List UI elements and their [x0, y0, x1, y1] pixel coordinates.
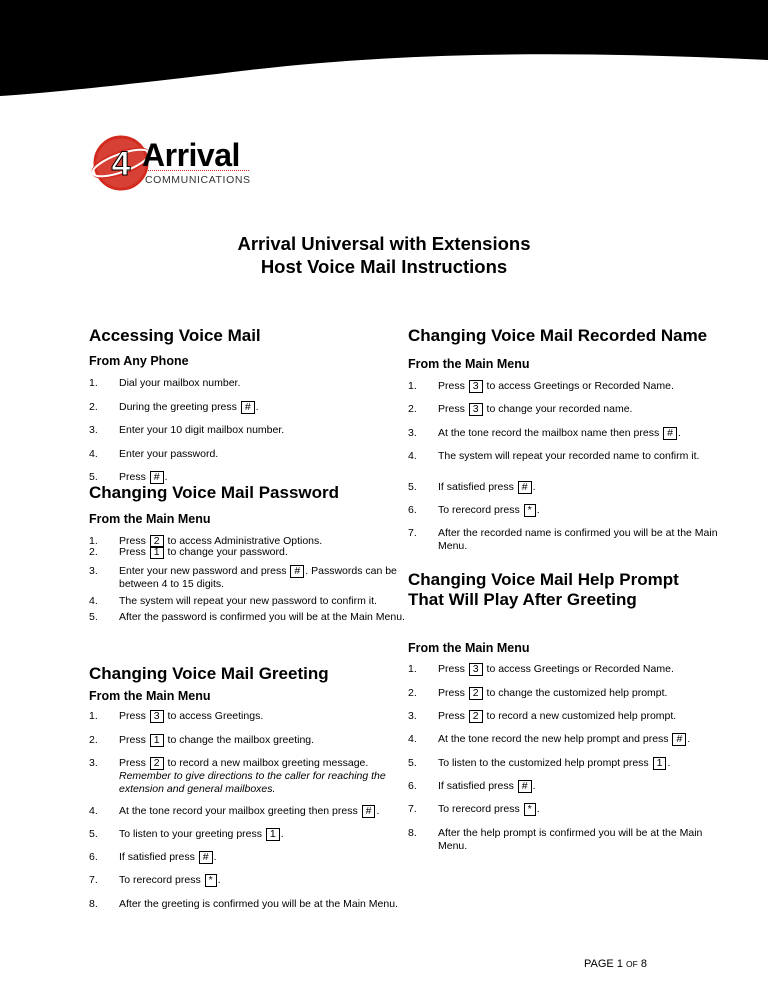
step-number: 1. [408, 380, 417, 392]
step-number: 5. [408, 757, 417, 769]
subheading-help: From the Main Menu [408, 641, 530, 655]
subheading-greeting: From the Main Menu [89, 689, 211, 703]
step-number: 3. [89, 424, 98, 436]
step-text [438, 663, 728, 676]
keypad-key: # [663, 427, 677, 440]
keypad-key: # [672, 733, 686, 746]
step-number: 3. [89, 757, 98, 769]
step-text-before-key: If satisfied press [438, 481, 517, 493]
heading-help-line2: That Will Play After Greeting [408, 590, 637, 609]
step-number: 2. [408, 403, 417, 415]
step-text-after-key: . Passwords can be between 4 to 15 digits. [119, 565, 397, 590]
keypad-key: 1 [150, 546, 164, 559]
step-text-after-key: to record a new customized help prompt. [483, 710, 677, 722]
keypad-key: # [518, 780, 532, 793]
step-text-after-key: to change the mailbox greeting. [164, 734, 315, 746]
step-number: 4. [408, 450, 417, 462]
step-text-before-key: At the tone record the new help prompt and press [438, 733, 672, 745]
step-number: 2. [89, 401, 98, 413]
subheading-name: From the Main Menu [408, 357, 530, 371]
section-heading-greeting: Changing Voice Mail Greeting [89, 664, 329, 683]
step-text [119, 874, 409, 887]
step-number: 6. [408, 504, 417, 516]
header-banner [0, 0, 768, 110]
keypad-key: 2 [469, 687, 483, 700]
step-text [119, 565, 409, 591]
step-text [438, 827, 728, 852]
step-text [119, 805, 409, 818]
keypad-key: 3 [469, 403, 483, 416]
step-text-before-key: Press [438, 710, 468, 722]
step-number: 1. [89, 535, 98, 547]
keypad-key: * [524, 803, 536, 816]
step-text-before-key: Press [438, 687, 468, 699]
step-text-before-key: At the tone record your mailbox greeting then press [119, 805, 361, 817]
step-text-after-key: . [532, 780, 536, 792]
heading-help-line1: Changing Voice Mail Help Prompt [408, 570, 679, 589]
step-text-after-key: to access Administrative Options. [164, 535, 323, 547]
step-text-after-key: . [667, 757, 671, 769]
step-text-after-key: . [217, 874, 221, 886]
step-text [438, 403, 728, 416]
page-footer [584, 958, 647, 970]
step-text-before-key: Press [119, 471, 149, 483]
subheading-password: From the Main Menu [89, 512, 211, 526]
step-text [119, 424, 409, 437]
step-text-after-key: . [376, 805, 380, 817]
step-text [119, 828, 409, 841]
step-number: 3. [408, 710, 417, 722]
step-text-before-key: To listen to your greeting press [119, 828, 265, 840]
keypad-key: 2 [469, 710, 483, 723]
step-text-after-key: to access Greetings or Recorded Name. [483, 663, 674, 675]
step-text-content: After the greeting is confirmed you will be at the Main Menu. [119, 898, 398, 910]
step-text-before-key: Press [119, 535, 149, 547]
step-text-before-key: During the greeting press [119, 401, 240, 413]
step-number: 6. [89, 851, 98, 863]
step-text-before-key: To rerecord press [119, 874, 204, 886]
step-number: 1. [89, 710, 98, 722]
footer-total-pages: 8 [640, 958, 648, 970]
document-title-line2: Host Voice Mail Instructions [260, 256, 508, 277]
step-text [438, 450, 728, 463]
step-text [438, 481, 728, 494]
step-text-content: After the password is confirmed you will be at the Main Menu. [119, 611, 405, 623]
step-text-after-key: to change the customized help prompt. [483, 687, 668, 699]
step-text [438, 733, 728, 746]
step-text-after-key: . [255, 401, 259, 413]
step-text-after-key: to access Greetings. [164, 710, 264, 722]
document-title-line1: Arrival Universal with Extensions [237, 233, 531, 254]
section-heading-name: Changing Voice Mail Recorded Name [408, 326, 708, 345]
keypad-key: 2 [150, 535, 164, 548]
footer-of-label: OF [626, 959, 638, 969]
step-text [119, 448, 409, 461]
logo-wordmark: Arrival [142, 137, 240, 173]
step-text-after-key: . [532, 481, 536, 493]
step-text-after-key: . [677, 427, 681, 439]
step-text [438, 427, 728, 440]
step-number: 4. [89, 595, 98, 607]
step-text [119, 898, 409, 911]
step-text-before-key: At the tone record the mailbox name then press [438, 427, 663, 439]
step-number: 4. [89, 805, 98, 817]
step-text-after-key: . [536, 803, 540, 815]
step-number: 5. [89, 828, 98, 840]
step-text-after-key: . [280, 828, 284, 840]
logo-subtitle: COMMUNICATIONS [145, 174, 251, 186]
logo-divider [145, 170, 249, 171]
keypad-key: 2 [150, 757, 164, 770]
step-text-after-key: . [164, 471, 168, 483]
step-text [119, 595, 409, 608]
step-text-after-key: to access Greetings or Recorded Name. [483, 380, 674, 392]
svg-text:4: 4 [111, 145, 131, 183]
step-text-before-key: Enter your new password and press [119, 565, 290, 577]
keypad-key: 3 [150, 710, 164, 723]
step-text [119, 611, 409, 624]
step-text-after-key: . [213, 851, 217, 863]
step-text-before-key: Press [119, 710, 149, 722]
step-text [119, 734, 409, 747]
keypad-key: 3 [469, 380, 483, 393]
step-text-content: Enter your password. [119, 448, 219, 460]
step-number: 8. [408, 827, 417, 839]
step-text [438, 504, 728, 517]
keypad-key: * [205, 874, 217, 887]
step-number: 7. [408, 527, 417, 539]
footer-page-label: PAGE [584, 958, 614, 970]
section-heading-password: Changing Voice Mail Password [89, 483, 340, 502]
subheading-access: From Any Phone [89, 354, 189, 368]
keypad-key: 1 [150, 734, 164, 747]
step-text-before-key: Press [119, 734, 149, 746]
step-text-after-key: to record a new mailbox greeting message. [164, 757, 369, 769]
step-number: 5. [89, 611, 98, 623]
step-text-before-key: If satisfied press [119, 851, 198, 863]
step-text-before-key: Press [119, 546, 149, 558]
step-text-before-key: Press [438, 380, 468, 392]
step-text-after-key: to change your password. [164, 546, 288, 558]
step-number: 2. [89, 734, 98, 746]
keypad-key: 1 [653, 757, 667, 770]
step-text-after-key: . [687, 733, 691, 745]
step-text-content: After the recorded name is confirmed you will be at the Main Menu. [438, 527, 718, 552]
step-text [438, 710, 728, 723]
step-text-before-key: To listen to the customized help prompt press [438, 757, 652, 769]
step-number: 5. [89, 471, 98, 483]
step-text-before-key: Press [438, 663, 468, 675]
step-text [119, 851, 409, 864]
step-text-before-key: Press [438, 403, 468, 415]
step-text-content: Enter your 10 digit mailbox number. [119, 424, 285, 436]
keypad-key: 3 [469, 663, 483, 676]
section-heading-access: Accessing Voice Mail [89, 326, 261, 345]
step-text-before-key: If satisfied press [438, 780, 517, 792]
step-number: 6. [408, 780, 417, 792]
step-text [438, 780, 728, 793]
step-text [438, 803, 728, 816]
step-number: 1. [89, 377, 98, 389]
step-text-content: Dial your mailbox number. [119, 377, 241, 389]
step-text [119, 757, 409, 795]
step-text-before-key: To rerecord press [438, 504, 523, 516]
step-number: 3. [408, 427, 417, 439]
step-text [438, 757, 728, 770]
keypad-key: 1 [266, 828, 280, 841]
step-number: 1. [408, 663, 417, 675]
step-note: Remember to give directions to the caller for reaching the extension and general mailboxes. [119, 770, 386, 795]
step-text [438, 380, 728, 393]
keypad-key: # [241, 401, 255, 414]
step-number: 4. [89, 448, 98, 460]
keypad-key: # [362, 805, 376, 818]
step-number: 2. [89, 546, 98, 558]
keypad-key: # [290, 565, 304, 578]
step-text [119, 377, 409, 390]
step-number: 8. [89, 898, 98, 910]
keypad-key: # [518, 481, 532, 494]
step-text [438, 687, 728, 700]
keypad-key: * [524, 504, 536, 517]
step-text-after-key: . [536, 504, 540, 516]
step-number: 7. [408, 803, 417, 815]
step-number: 2. [408, 687, 417, 699]
step-number: 3. [89, 565, 98, 577]
footer-page-number: 1 [616, 958, 623, 970]
step-text-content: The system will repeat your new password to confirm it. [119, 595, 377, 607]
step-text [119, 401, 409, 414]
step-text-content: After the help prompt is confirmed you will be at the Main Menu. [438, 827, 703, 852]
step-text-content: The system will repeat your recorded name to confirm it. [438, 450, 700, 462]
section-heading-help [408, 570, 679, 610]
keypad-key: # [199, 851, 213, 864]
step-text-after-key: to change your recorded name. [483, 403, 633, 415]
step-number: 5. [408, 481, 417, 493]
step-text-before-key: To rerecord press [438, 803, 523, 815]
step-text [119, 546, 409, 559]
step-number: 7. [89, 874, 98, 886]
step-text [119, 710, 409, 723]
step-text-before-key: Press [119, 757, 149, 769]
step-text [438, 527, 728, 552]
keypad-key: # [150, 471, 164, 484]
step-number: 4. [408, 733, 417, 745]
